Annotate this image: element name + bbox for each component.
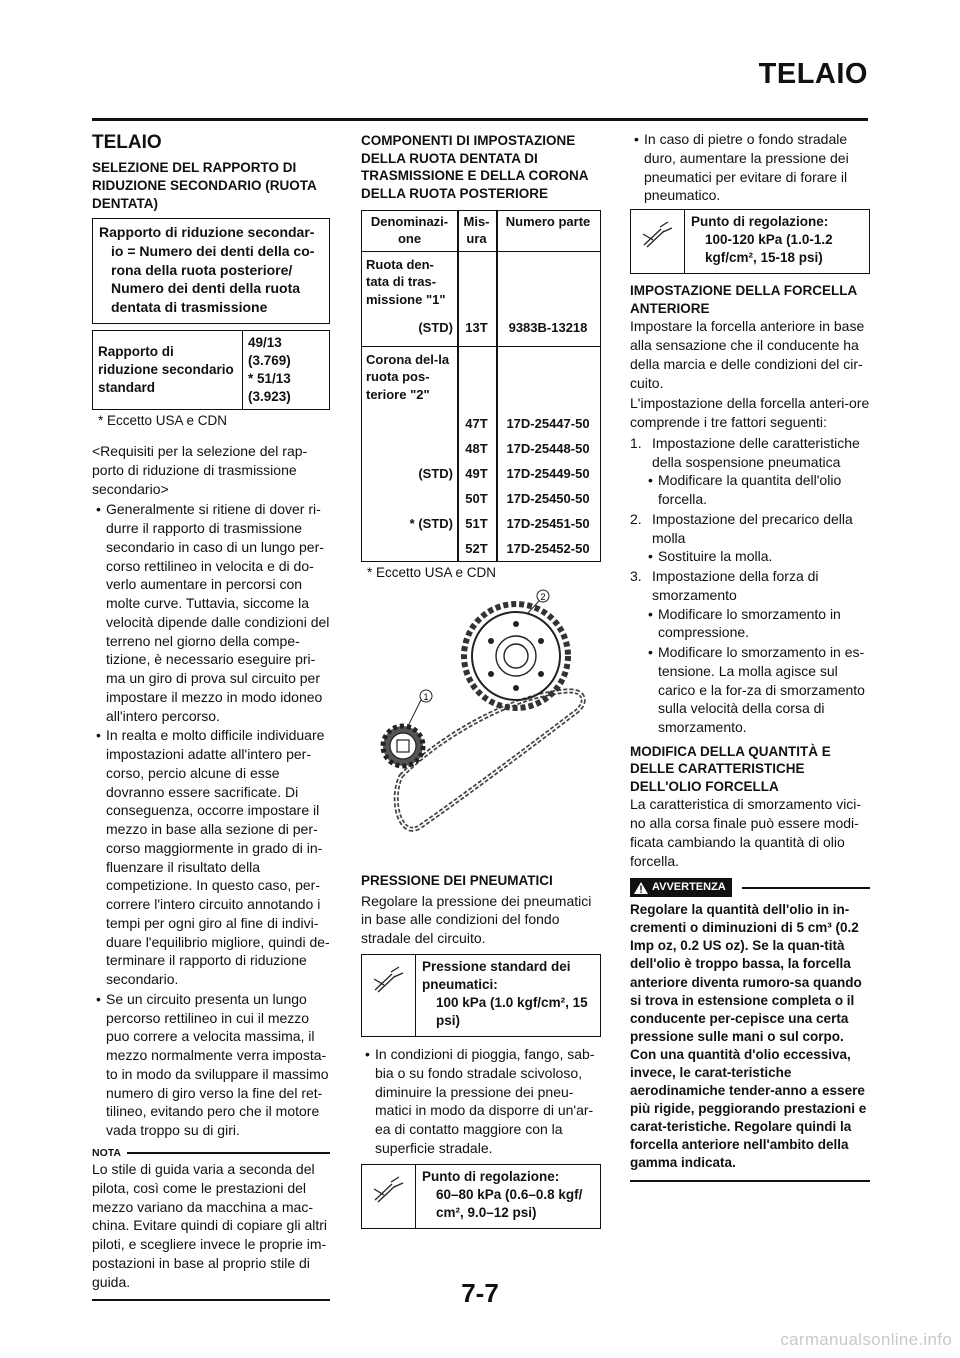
nota-rule <box>127 1152 330 1154</box>
warning-icon <box>634 882 648 894</box>
list-item: • Se un circuito presenta un lungo percorso rettilineo in cui il mezzo puo correre a velocita massima, il mezzo normalmente verra imposta-to in modo da sviluppare il massimo numero di giro verso la fine del ret-tilineo, evitando pero che il motore vada troppo su di giri. <box>92 990 330 1140</box>
page-number: 7-7 <box>461 1278 499 1308</box>
fork-setting-title: IMPOSTAZIONE DELLA FORCELLA ANTERIORE <box>630 283 857 316</box>
list-item: 1. Impostazione delle caratteristiche della sospensione pneumatica • Modificare la quantita dell'olio forcella. <box>630 434 870 509</box>
tire-spec-label: Pressione standard dei pneumatici: <box>422 958 571 992</box>
warning-end-rule <box>630 1180 870 1182</box>
sprocket-chain-diagram <box>361 586 601 876</box>
header-rule <box>92 118 868 121</box>
section-title: TELAIO <box>92 132 162 153</box>
warning-badge <box>630 878 732 897</box>
header-size: Mis-ura <box>457 211 496 251</box>
watermark: carmanualsonline.info <box>780 1330 952 1350</box>
header-name: Denominazi-one <box>362 211 457 251</box>
warning-text: Regolare la quantità dell'olio in in-crementi o diminuzioni di 5 cm³ (0.2 Imp oz, 0.2 US oz). Se la quan-tità dell'olio è troppo bassa, la forcella anteriore diventa rumoro-sa quando si trova in estensione completa o il conducente per-cepisce una certa pressione sulle mani o sul corpo. Con una quantità d'olio eccessiva, invece, le carat-teristiche aerodinamiche tender-anno a essere più rigide, peggiorando prestazioni e carat-teristiche. Regolare quindi la forcella anteriore nell'ambito della gamma indicata. <box>630 902 867 1171</box>
group-2-name: Corona del-la ruota pos-teriore "2" <box>366 351 450 402</box>
ratio-definition-box <box>92 218 330 324</box>
ratio-table-note: * Eccetto USA e CDN <box>98 413 228 429</box>
list-item: • Modificare lo smorzamento in es-tensione. La molla agisce sul carico e la for-za di smorzamento sulla velocità della corsa di smorzamento. <box>644 643 870 737</box>
ratio-value-1: 49/13 <box>248 334 282 350</box>
header-part: Numero parte <box>496 211 600 251</box>
ratio-bullets <box>92 500 330 1140</box>
table-row: 52T 17D-25452-50 <box>465 540 590 556</box>
subsection-title-sprockets: COMPONENTI DI IMPOSTAZIONE DELLA RUOTA DENTATA DI TRASMISSIONE E DELLA CORONA DELLA RUOTA POSTERIORE <box>361 133 589 201</box>
table-row: * (STD) 51T 17D-25451-50 <box>409 515 590 531</box>
callout-1: 1 <box>423 692 429 703</box>
fork-text-1: Impostare la forcella anteriore in base alla sensazione che il conducente ha della marcia e delle condizioni del cir-cuito. <box>630 318 865 391</box>
ratio-value-3: * 51/13 <box>248 371 291 386</box>
list-item: • In realta e molto difficile individuare impostazioni adatte all'intero per-corso, percio alcune di esse dovranno essere sacrificate. Di conseguenza, occorre impostare il mezzo in base alla sezione di per-corso maggiormente in grado di in-fluenzare il risultato della competizione. In questo caso, per-correre l'intero circuito annotando i tempi per ogni giro al fine di indivi-duare l'equilibrio migliore, quindi de-terminare il rapporto di riduzione secondario. <box>92 726 330 989</box>
list-item: • Generalmente si ritiene di dover ri-durre il rapporto di trasmissione secondario in caso di un lungo per-corso rettilineo in velocita e di do-verlo aumentare in percorsi con molte curve. Tuttavia, siccome la velocità dipende dalle condizioni del terreno nel giorno della compe-tizione, è necessario eseguire pri-ma un giro di prova sul circuito per impostare il mezzo in modo idoneo all'intero percorso. <box>92 500 330 725</box>
tire-standard-spec <box>361 954 601 1037</box>
list-item: • In condizioni di pioggia, fango, sab-bia o su fondo stradale scivoloso, diminuire la pressione dei pneu-matici in modo da disporre di un'ar-ea di contatto maggiore con la superficie stradale. <box>361 1045 601 1158</box>
wrench-icon <box>631 210 685 273</box>
standard-ratio-label: Rapporto di riduzione secondario standard <box>93 330 243 409</box>
standard-ratio-values <box>243 330 330 409</box>
group-1-name: Ruota den-tata di tras-missione "1" <box>366 256 446 307</box>
warning-label: AVVERTENZA <box>652 881 726 894</box>
page-header-title: TELAIO <box>758 58 868 90</box>
requisites-text: <Requisiti per la selezione del rap-porto di riduzione di trasmissione secondario> <box>92 443 308 497</box>
column-2 <box>361 130 601 1237</box>
list-item: • Modificare lo smorzamento in compressione. <box>644 605 870 643</box>
warning-header <box>630 878 870 897</box>
table-divider <box>457 211 459 561</box>
hard-ground-spec <box>630 209 870 274</box>
fork-oil-title: MODIFICA DELLA QUANTITÀ E DELLE CARATTERISTICHE DELL'OLIO FORCELLA <box>630 743 831 794</box>
table-row: 48T 17D-25448-50 <box>465 440 590 456</box>
sprocket-parts-table <box>361 210 601 562</box>
list-item: • Sostituire la molla. <box>644 547 870 566</box>
list-item: • Modificare la quantita dell'olio forcella. <box>644 471 870 509</box>
list-item: 3. Impostazione della forza di smorzamento • Modificare lo smorzamento in compressione. • Modificare lo smorzamento in es-tensione. La molla agisce sul carico e la for-za di smorzamento sulla velocità della corsa di smorzamento. <box>630 567 870 737</box>
tire-spec-value: 100 kPa (1.0 kgf/cm², 15 psi) <box>436 995 588 1029</box>
parts-table-note: * Eccetto USA e CDN <box>367 564 497 580</box>
list-item: • In caso di pietre o fondo stradale duro, aumentare la pressione dei pneumatici per evitare di forare il pneumatico. <box>630 130 870 205</box>
callout-2: 2 <box>540 592 546 603</box>
wrench-icon <box>362 1165 416 1228</box>
table-divider <box>496 211 498 561</box>
ratio-definition-text: Rapporto di riduzione secondar-io = Numero dei denti della co-rona della ruota posteriore/ Numero dei denti della ruota dentata di trasmissione <box>99 224 315 316</box>
table-row: (STD) 13T 9383B-13218 <box>418 320 588 336</box>
tire-pressure-text: Regolare la pressione dei pneumatici in base alle condizioni del fondo stradale del circuito. <box>361 892 592 947</box>
nota-label: NOTA <box>92 1146 121 1159</box>
column-1 <box>92 130 330 1301</box>
table-row: 50T 17D-25450-50 <box>465 490 590 506</box>
fork-oil-text: La caratteristica di smorzamento vici-no alla corsa finale può essere modi-ficata cambiando la quantità di olio forcella. <box>630 796 862 869</box>
column-3 <box>630 130 870 1182</box>
standard-ratio-table <box>92 330 330 410</box>
adjust-spec-value: 60–80 kPa (0.6–0.8 kgf/ cm², 9.0–12 psi) <box>436 1186 583 1220</box>
table-row: 47T 17D-25447-50 <box>465 415 590 431</box>
warning-rule <box>742 887 870 889</box>
nota-text: Lo stile di guida varia a seconda del pilota, così come le prestazioni del mezzo variano da macchina a mac-china. Evitare quindi di copiare gli altri piloti, e scegliere invece le proprie im-postazioni in base al proprio stile di guida. <box>92 1161 328 1290</box>
list-item: 2. Impostazione del precarico della molla • Sostituire la molla. <box>630 510 870 566</box>
adjust-spec-value: 100-120 kPa (1.0-1.2 kgf/cm², 15-18 psi) <box>705 232 833 266</box>
wet-adjust-spec <box>361 1164 601 1229</box>
fork-text-2: L'impostazione della forcella anteri-ore comprende i tre fattori seguenti: <box>630 395 870 431</box>
fork-steps <box>630 434 870 737</box>
subsection-title-ratio: SELEZIONE DEL RAPPORTO DI RIDUZIONE SECONDARIO (RUOTA DENTATA) <box>92 160 317 211</box>
table-row: (STD) 49T 17D-25449-50 <box>418 465 590 481</box>
wrench-icon <box>362 955 416 1036</box>
tire-pressure-title: PRESSIONE DEI PNEUMATICI <box>361 873 553 889</box>
ratio-value-4: (3.923) <box>248 389 291 405</box>
adjust-spec-label: Punto di regolazione: <box>691 214 829 229</box>
adjust-spec-label: Punto di regolazione: <box>422 1168 560 1184</box>
nota-header <box>92 1146 330 1160</box>
ratio-value-2: (3.769) <box>248 352 291 368</box>
